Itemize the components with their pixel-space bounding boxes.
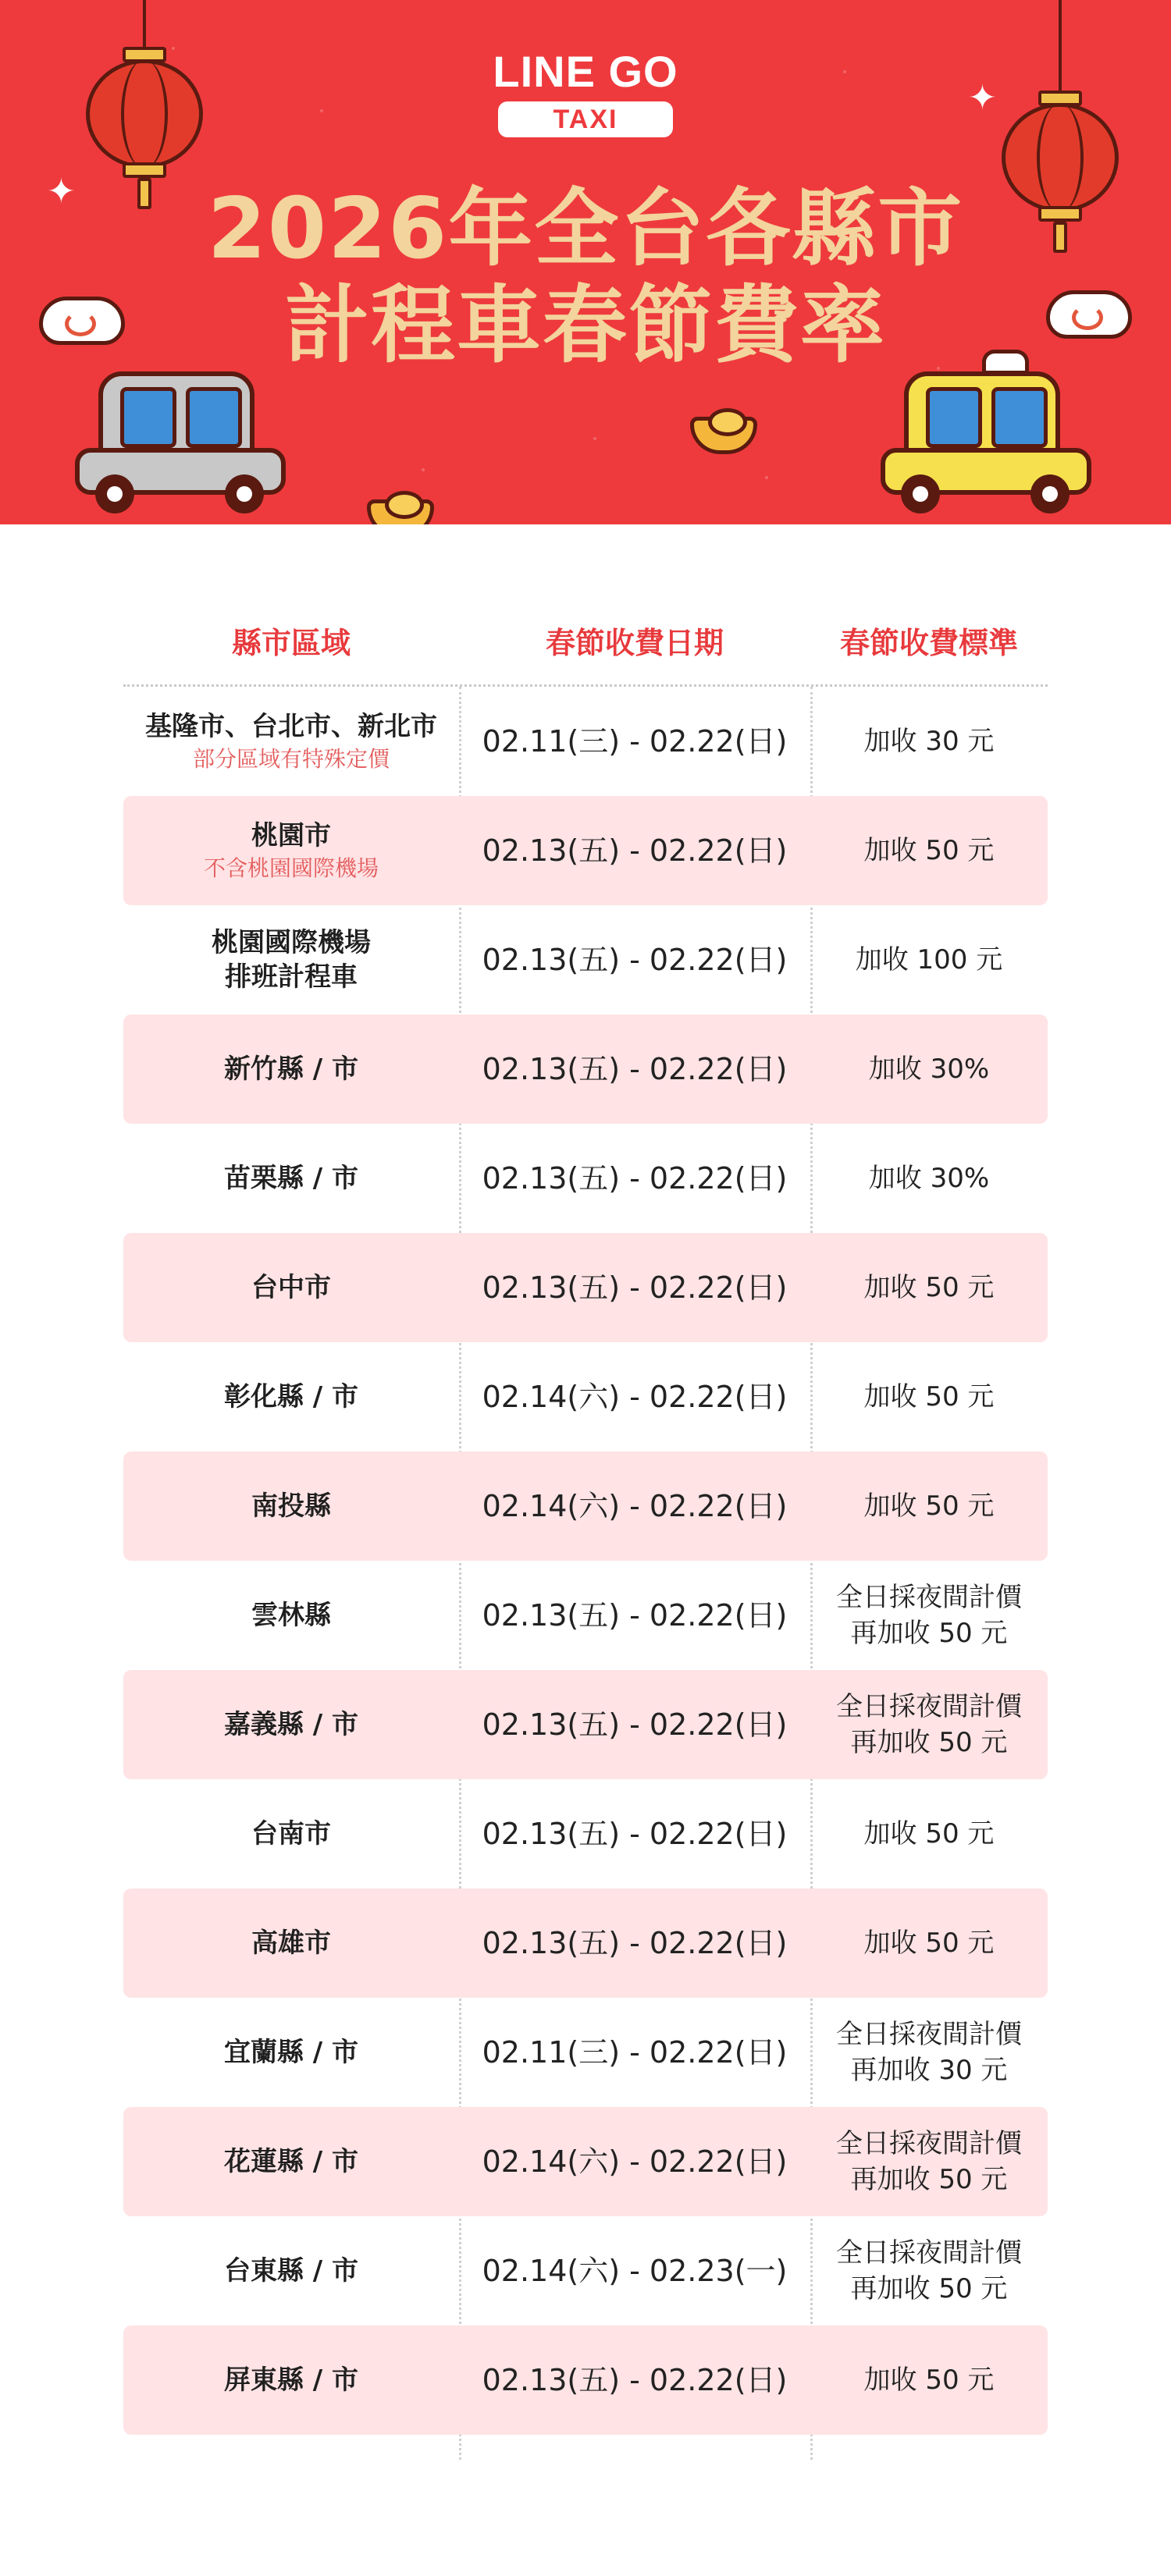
table-row — [123, 1233, 1048, 1342]
fare-rate: 加收 100 元 — [855, 944, 1003, 975]
page-title-line2: 計程車春節費率 — [284, 277, 886, 375]
table-body — [123, 687, 1048, 2435]
taxi-car-icon — [881, 371, 1091, 512]
fare-dates: 02.14(六) - 02.22(日) — [482, 1489, 788, 1523]
fare-rate-line2: 再加收 50 元 — [850, 1727, 1008, 1758]
brand-logo — [0, 48, 1171, 137]
region-name: 台中市 — [251, 1272, 331, 1303]
fare-table — [123, 599, 1048, 2435]
table-row — [123, 2107, 1048, 2216]
fare-dates: 02.13(五) - 02.22(日) — [482, 1052, 788, 1086]
table-row — [123, 1342, 1048, 1451]
fare-dates: 02.13(五) - 02.22(日) — [482, 1707, 788, 1742]
fare-rate: 全日採夜間計價 — [836, 1582, 1022, 1613]
sparkle-icon: ✦ — [968, 78, 997, 118]
fare-dates: 02.14(六) - 02.22(日) — [482, 2144, 788, 2179]
fare-rate: 加收 50 元 — [863, 1381, 995, 1412]
table-row — [123, 796, 1048, 905]
column-header-rate: 春節收費標準 — [839, 626, 1018, 660]
fare-rate: 全日採夜間計價 — [836, 2237, 1022, 2269]
region-name: 桃園國際機場 — [212, 927, 371, 958]
sparkle-icon: ✦ — [47, 172, 76, 211]
region-name: 屏東縣 / 市 — [223, 2365, 359, 2396]
fare-rate: 加收 50 元 — [863, 1818, 995, 1849]
taxi-car-icon — [75, 371, 286, 512]
region-name: 苗栗縣 / 市 — [223, 1163, 359, 1194]
column-header-dates: 春節收費日期 — [545, 626, 724, 660]
fare-rate: 加收 50 元 — [863, 1491, 995, 1522]
fare-rate: 加收 50 元 — [863, 835, 995, 866]
table-row — [123, 1451, 1048, 1561]
fare-dates: 02.13(五) - 02.22(日) — [482, 1926, 788, 1960]
table-row — [123, 1779, 1048, 1888]
fare-rate-line2: 再加收 50 元 — [850, 2273, 1008, 2304]
region-name: 高雄市 — [251, 1928, 331, 1959]
fare-dates: 02.13(五) - 02.22(日) — [482, 1161, 788, 1196]
fare-dates: 02.13(五) - 02.22(日) — [482, 1817, 788, 1851]
fare-rate-line2: 再加收 50 元 — [850, 1618, 1008, 1649]
fare-dates: 02.13(五) - 02.22(日) — [482, 943, 788, 977]
fare-rate: 全日採夜間計價 — [836, 1691, 1022, 1722]
table-row — [123, 687, 1048, 796]
region-name: 彰化縣 / 市 — [223, 1381, 359, 1412]
fare-rate: 加收 50 元 — [863, 1928, 995, 1959]
brand-service-badge: TAXI — [498, 101, 673, 137]
region-name: 台南市 — [251, 1818, 331, 1849]
table-row — [123, 2216, 1048, 2326]
fare-rate: 全日採夜間計價 — [836, 2019, 1022, 2050]
fare-dates: 02.13(五) - 02.22(日) — [482, 833, 788, 868]
table-row — [123, 1670, 1048, 1779]
table-row — [123, 1014, 1048, 1124]
fare-dates: 02.13(五) - 02.22(日) — [482, 2363, 788, 2397]
fare-dates: 02.13(五) - 02.22(日) — [482, 1270, 788, 1305]
fare-dates: 02.13(五) - 02.22(日) — [482, 1598, 788, 1633]
background-speck — [765, 476, 768, 479]
region-name: 雲林縣 — [251, 1600, 331, 1631]
region-name: 新竹縣 / 市 — [223, 1053, 359, 1085]
table-row — [123, 1998, 1048, 2107]
fare-rate: 加收 30% — [868, 1053, 990, 1085]
region-name: 桃園市 — [251, 820, 331, 851]
region-name-line2: 排班計程車 — [225, 961, 358, 993]
gold-ingot-icon — [690, 417, 757, 454]
region-note: 部分區域有特殊定價 — [192, 746, 390, 772]
region-name: 南投縣 — [251, 1491, 331, 1522]
header-banner — [0, 0, 1171, 524]
column-header-region: 縣市區域 — [231, 626, 351, 660]
fare-rate: 加收 50 元 — [863, 2365, 995, 2396]
fare-rate-line2: 再加收 50 元 — [850, 2164, 1008, 2195]
region-note: 不含桃園國際機場 — [203, 855, 379, 881]
fare-dates: 02.11(三) - 02.22(日) — [482, 2035, 788, 2070]
fare-rate: 加收 30 元 — [863, 726, 995, 757]
table-row — [123, 1561, 1048, 1670]
fare-dates: 02.11(三) - 02.22(日) — [482, 724, 788, 759]
table-row — [123, 2326, 1048, 2435]
table-row — [123, 1124, 1048, 1233]
region-name: 宜蘭縣 / 市 — [223, 2037, 359, 2068]
region-name: 嘉義縣 / 市 — [223, 1709, 359, 1740]
table-row — [123, 905, 1048, 1014]
brand-name: LINE GO — [493, 47, 678, 96]
region-name: 基隆市、台北市、新北市 — [145, 711, 437, 742]
fare-rate-line2: 再加收 30 元 — [850, 2055, 1008, 2086]
region-name: 花蓮縣 / 市 — [223, 2146, 359, 2177]
fare-rate: 全日採夜間計價 — [836, 2128, 1022, 2159]
table-header — [123, 599, 1048, 687]
fare-rate: 加收 30% — [868, 1163, 990, 1194]
background-speck — [593, 437, 596, 440]
region-name: 台東縣 / 市 — [223, 2255, 359, 2286]
fare-dates: 02.14(六) - 02.22(日) — [482, 1380, 788, 1414]
gold-ingot-icon — [367, 499, 434, 524]
fare-rate: 加收 50 元 — [863, 1272, 995, 1303]
background-speck — [422, 468, 425, 471]
table-row — [123, 1888, 1048, 1998]
fare-dates: 02.14(六) - 02.23(一) — [482, 2254, 788, 2288]
page-title-line1: 2026年全台各縣市 — [207, 180, 964, 278]
